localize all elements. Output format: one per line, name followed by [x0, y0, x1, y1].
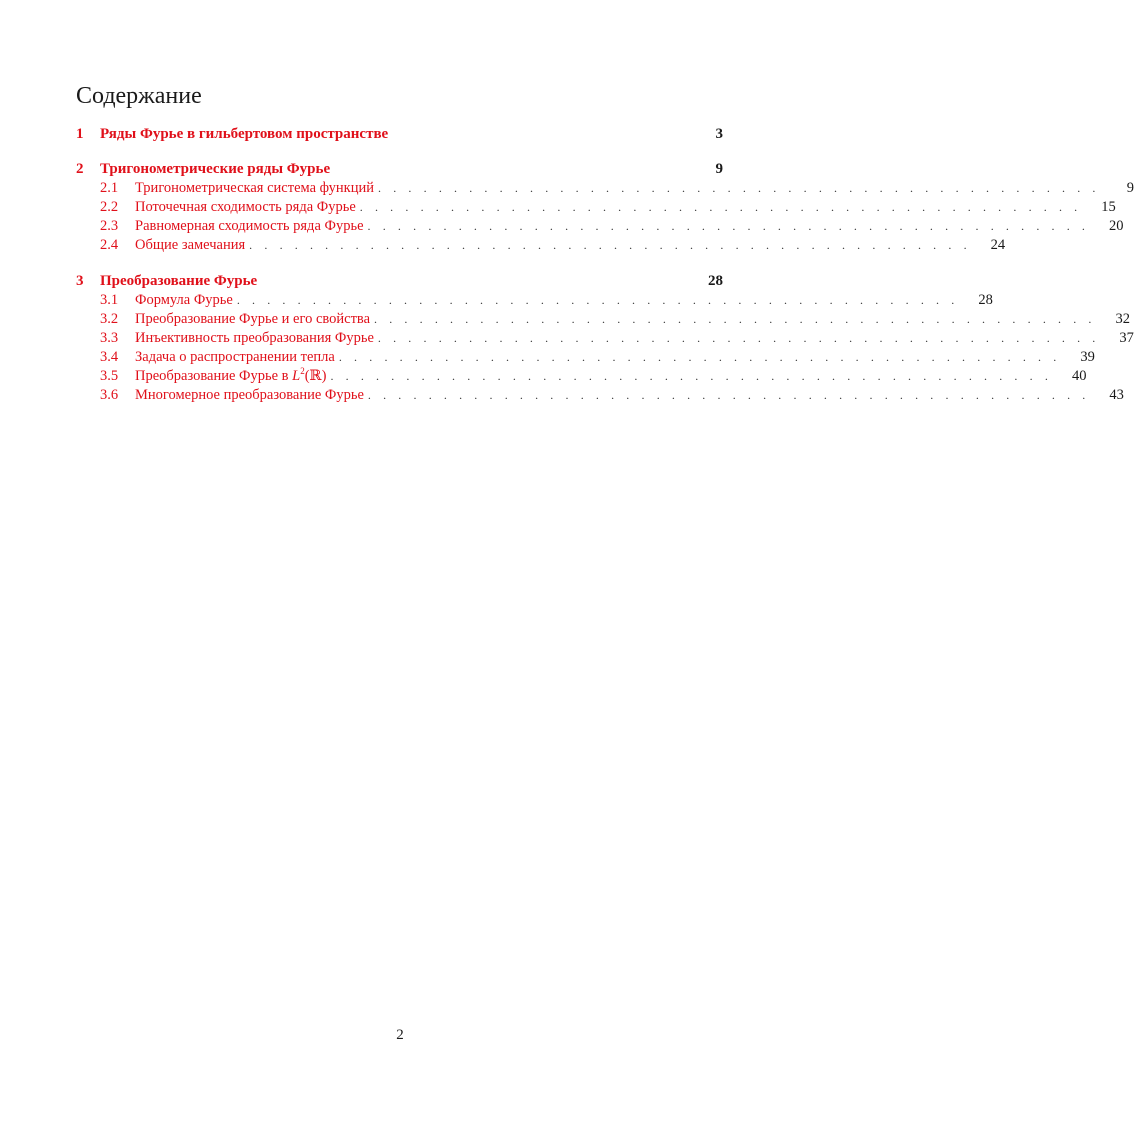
subsection-number: 3.4 — [100, 349, 119, 365]
toc-subsection-3-6[interactable] — [100, 386, 1124, 405]
math-superscript: 2 — [300, 366, 305, 376]
subsection-title-link[interactable]: Поточечная сходимость ряда Фурье — [135, 199, 356, 215]
toc-subsection-2-1[interactable] — [100, 179, 1134, 198]
toc-subsection-3-2[interactable] — [100, 310, 1131, 329]
subsection-title-link[interactable]: Равномерная сходимость ряда Фурье — [135, 218, 364, 234]
dot-leader: . . . . . . . . . . . . . . . . . . . . . . . . . . . . . . . . . . . . . . . . . . . . . . . . — [338, 350, 1061, 364]
subsection-page-number: 40 — [1071, 368, 1087, 384]
subsection-page-number: 37 — [1119, 330, 1134, 346]
toc-section-2[interactable] — [76, 159, 723, 179]
toc-subsection-3-5[interactable] — [100, 366, 1087, 386]
subsection-title-suffix: (ℝ) — [304, 368, 327, 384]
dot-leader: . . . . . . . . . . . . . . . . . . . . . . . . . . . . . . . . . . . . . . . . . . . . . . . . — [249, 238, 972, 252]
dot-leader: . . . . . . . . . . . . . . . . . . . . . . . . . . . . . . . . . . . . . . . . . . . . . . . . — [374, 312, 1097, 326]
page-number: 2 — [396, 1027, 404, 1043]
toc-section-1[interactable] — [76, 124, 723, 144]
toc-subsection-2-4[interactable] — [100, 236, 1006, 255]
dot-leader: . . . . . . . . . . . . . . . . . . . . . . . . . . . . . . . . . . . . . . . . . . . . . . . . — [367, 388, 1090, 402]
subsection-number: 3.5 — [100, 368, 119, 384]
subsection-number: 3.3 — [100, 330, 119, 346]
dot-leader: . . . . . . . . . . . . . . . . . . . . . . . . . . . . . . . . . . . . . . . . . . . . . . . . — [377, 331, 1100, 345]
section-title-link[interactable]: Тригонометрические ряды Фурье — [100, 161, 331, 177]
section-number: 2 — [76, 161, 84, 177]
toc-subsection-2-2[interactable] — [100, 198, 1116, 217]
dot-leader: . . . . . . . . . . . . . . . . . . . . . . . . . . . . . . . . . . . . . . . . . . . . . . . . — [330, 369, 1053, 383]
dot-leader: . . . . . . . . . . . . . . . . . . . . . . . . . . . . . . . . . . . . . . . . . . . . . . . . — [367, 219, 1090, 233]
subsection-title-prefix: Преобразование Фурье в — [135, 368, 293, 384]
subsection-page-number: 39 — [1080, 349, 1095, 365]
subsection-page-number: 32 — [1115, 311, 1131, 327]
dot-leader: . . . . . . . . . . . . . . . . . . . . . . . . . . . . . . . . . . . . . . . . . . . . . . . . — [359, 200, 1082, 214]
section-page-number: 9 — [715, 161, 723, 177]
toc-subsection-2-3[interactable] — [100, 217, 1124, 236]
subsection-title-link[interactable]: Преобразование Фурье и его свойства — [135, 311, 371, 327]
toc-heading: Содержание — [76, 83, 202, 109]
toc-subsection-3-3[interactable] — [100, 329, 1134, 348]
toc-subsection-3-1[interactable] — [100, 291, 993, 310]
toc-subsection-3-4[interactable] — [100, 348, 1095, 367]
section-title-link[interactable]: Ряды Фурье в гильбертовом пространстве — [100, 126, 389, 142]
subsection-page-number: 9 — [1126, 180, 1134, 196]
section-page-number: 3 — [715, 126, 723, 142]
subsection-number: 3.2 — [100, 311, 119, 327]
subsection-page-number: 20 — [1109, 218, 1124, 234]
subsection-number: 3.6 — [100, 387, 119, 403]
subsection-title-link[interactable]: Общие замечания — [135, 237, 246, 253]
section-number: 1 — [76, 126, 84, 142]
subsection-number: 2.2 — [100, 199, 119, 215]
dot-leader: . . . . . . . . . . . . . . . . . . . . . . . . . . . . . . . . . . . . . . . . . . . . . . . . — [236, 293, 959, 307]
subsection-title-link[interactable]: Инъективность преобразования Фурье — [135, 330, 374, 346]
subsection-number: 2.4 — [100, 237, 119, 253]
toc-section-3[interactable] — [76, 271, 723, 291]
subsection-page-number: 15 — [1101, 199, 1116, 215]
subsection-title-link[interactable] — [135, 367, 330, 387]
subsection-page-number: 43 — [1109, 387, 1124, 403]
section-title-link[interactable]: Преобразование Фурье — [100, 273, 258, 289]
dot-leader: . . . . . . . . . . . . . . . . . . . . . . . . . . . . . . . . . . . . . . . . . . . . . . . . — [378, 181, 1101, 195]
subsection-page-number: 24 — [990, 237, 1006, 253]
subsection-number: 2.3 — [100, 218, 119, 234]
math-variable: L — [292, 368, 301, 384]
subsection-title-link[interactable]: Тригонометрическая система функций — [135, 180, 375, 196]
section-number: 3 — [76, 273, 84, 289]
subsection-number: 3.1 — [100, 292, 119, 308]
section-page-number: 28 — [708, 273, 723, 289]
subsection-title-link[interactable]: Формула Фурье — [135, 292, 233, 308]
subsection-page-number: 28 — [978, 292, 993, 308]
subsection-number: 2.1 — [100, 180, 119, 196]
subsection-title-link[interactable]: Многомерное преобразование Фурье — [135, 387, 364, 403]
subsection-title-link[interactable]: Задача о распространении тепла — [135, 349, 335, 365]
